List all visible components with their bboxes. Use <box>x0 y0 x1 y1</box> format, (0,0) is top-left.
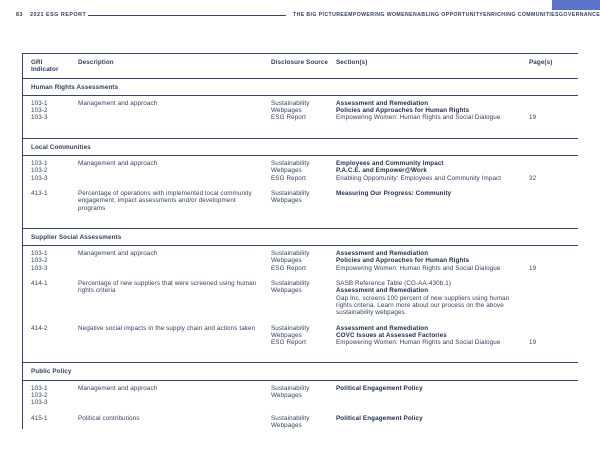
disclosure-source-line: Sustainability <box>271 250 310 258</box>
disclosure-source-cell <box>271 325 336 347</box>
sections-cell <box>336 325 529 347</box>
table-section <box>23 79 578 122</box>
section-link[interactable]: Enabling Opportunity: Employees and Community Impact <box>336 174 502 182</box>
row-description: Management and approach <box>78 250 158 258</box>
page-number-value <box>529 295 570 302</box>
section-link[interactable]: Political Engagement Policy <box>336 384 423 392</box>
disclosure-source-cell <box>271 385 336 407</box>
sections-cell <box>336 100 529 122</box>
gri-indicator-cell <box>31 325 78 347</box>
table-row <box>23 96 578 122</box>
section-rows <box>23 156 578 212</box>
disclosure-source-line: Sustainability <box>271 160 310 168</box>
column-header: Disclosure Source <box>271 59 328 66</box>
table-row <box>23 186 578 212</box>
page-number-value <box>529 190 570 197</box>
section-link[interactable]: Policies and Approaches for Human Rights <box>336 257 470 265</box>
nav-item-label: ENRICHING COMMUNITIES <box>483 12 559 18</box>
gri-indicator: 103-3 <box>31 114 48 122</box>
disclosure-source-line: Sustainability <box>271 324 310 332</box>
nav-item-enriching-communities[interactable] <box>483 12 559 18</box>
sections-cell <box>336 160 529 182</box>
section-title-row <box>23 139 578 156</box>
disclosure-source-line: ESG Report <box>271 114 306 122</box>
column-header-row <box>23 54 578 79</box>
disclosure-source-line: Webpages <box>271 107 302 115</box>
table-sections-container <box>23 79 578 430</box>
disclosure-source-line: Webpages <box>271 197 302 205</box>
description-cell <box>78 100 271 122</box>
pages-cell <box>529 325 578 347</box>
column-header: GRI Indicator <box>31 59 59 74</box>
section-note: Gap Inc. screens 100 percent of new suppliers using human rights criteria. Learn more about our process on the above sustainability webpages. <box>336 294 510 317</box>
sections-cell <box>336 415 529 430</box>
section-title: Supplier Social Assessments <box>31 233 122 241</box>
sections-cell <box>336 250 529 272</box>
column-header: Page(s) <box>529 59 553 66</box>
gri-indicator: 103-1 <box>31 384 48 392</box>
gri-indicator: 103-1 <box>31 160 48 168</box>
disclosure-source-line: Sustainability <box>271 414 310 422</box>
gri-indicator: 103-3 <box>31 264 48 272</box>
nav-item-empowering-women[interactable] <box>344 12 409 18</box>
top-nav <box>293 12 600 18</box>
page-number: 83 <box>16 12 23 18</box>
section-link[interactable]: Measuring Our Progress: Community <box>336 189 452 197</box>
description-cell <box>78 250 271 272</box>
table-row <box>23 411 578 430</box>
nav-item-enabling-opportunity[interactable] <box>409 12 483 18</box>
section-link[interactable]: SASB Reference Table (CG-AA-430b.1) <box>336 280 452 288</box>
section-link[interactable]: Policies and Approaches for Human Rights <box>336 107 470 115</box>
gri-indicator-cell <box>31 190 78 212</box>
page-number-value <box>529 107 570 114</box>
disclosure-source-cell <box>271 250 336 272</box>
section-title: Human Rights Assessments <box>31 83 119 91</box>
column-header: Description <box>78 59 114 66</box>
gri-index-table <box>22 53 578 429</box>
disclosure-source-cell <box>271 100 336 122</box>
section-title-row <box>23 363 578 380</box>
section-link[interactable]: Empowering Women: Human Rights and Social Dialogue <box>336 264 501 272</box>
sections-cell <box>336 190 529 212</box>
page-number-value <box>529 280 570 287</box>
gri-indicator: 103-2 <box>31 257 48 265</box>
gri-indicator: 103-3 <box>31 174 48 182</box>
gri-indicator: 103-2 <box>31 107 48 115</box>
pages-cell <box>529 385 578 407</box>
gri-indicator: 103-2 <box>31 392 48 400</box>
disclosure-source-line: Webpages <box>271 167 302 175</box>
row-description: Management and approach <box>78 384 158 392</box>
pages-cell <box>529 250 578 272</box>
disclosure-source-line: Sustainability <box>271 99 310 107</box>
header-rule <box>88 15 286 16</box>
pages-cell <box>529 415 578 430</box>
description-cell <box>78 385 271 407</box>
disclosure-source-line: Webpages <box>271 392 302 400</box>
gri-indicator: 415-1 <box>31 414 48 422</box>
pages-cell <box>529 100 578 122</box>
gri-indicator: 103-3 <box>31 399 48 407</box>
page-number-value: 19 <box>529 264 537 272</box>
section-link[interactable]: Assessment and Remediation <box>336 324 429 332</box>
gri-indicator: 103-2 <box>31 167 48 175</box>
row-description: Management and approach <box>78 99 158 107</box>
table-section <box>23 228 578 347</box>
column-header: Section(s) <box>336 59 368 66</box>
page-number-value <box>529 325 570 332</box>
disclosure-source-line: Webpages <box>271 257 302 265</box>
row-description: Political contributions <box>78 414 140 422</box>
disclosure-source-line: ESG Report <box>271 264 306 272</box>
gri-indicator-cell <box>31 250 78 272</box>
row-description: Percentage of operations with implemented local community engagement, impact assessments and/or development programs <box>78 189 252 212</box>
disclosure-source-line: Sustainability <box>271 384 310 392</box>
sections-cell <box>336 385 529 407</box>
page-number-value <box>529 160 570 167</box>
pages-cell <box>529 280 578 316</box>
gri-indicator-cell <box>31 280 78 316</box>
page-number-value <box>529 332 570 339</box>
section-link[interactable]: COVC Issues at Assessed Factories <box>336 331 447 339</box>
nav-item-label: EMPOWERING WOMEN <box>344 12 410 18</box>
nav-item-the-big-picture[interactable] <box>293 12 344 18</box>
section-link[interactable]: Assessment and Remediation <box>336 99 429 107</box>
page-number-value <box>529 385 570 392</box>
disclosure-source-line: Sustainability <box>271 280 310 288</box>
report-brand <box>16 12 86 18</box>
pages-cell <box>529 190 578 212</box>
nav-item-governance[interactable] <box>559 12 600 18</box>
section-rows <box>23 381 578 429</box>
disclosure-source-line: Webpages <box>271 287 302 295</box>
section-link[interactable]: Employees and Community Impact <box>336 160 444 168</box>
page-number-value <box>529 100 570 107</box>
sections-cell <box>336 280 529 316</box>
page-number-value: 32 <box>529 174 537 182</box>
page-number-value <box>529 415 570 422</box>
section-title-row <box>23 229 578 246</box>
section-link[interactable]: Empowering Women: Human Rights and Social Dialogue <box>336 114 501 122</box>
disclosure-source-cell <box>271 280 336 316</box>
disclosure-source-cell <box>271 160 336 182</box>
report-title: 2021 ESG REPORT <box>30 12 87 18</box>
section-title: Public Policy <box>31 368 72 376</box>
section-link[interactable]: Assessment and Remediation <box>336 250 429 258</box>
table-row <box>23 381 578 407</box>
disclosure-source-line: Sustainability <box>271 189 310 197</box>
section-link[interactable]: P.A.C.E. and Empower@Work <box>336 167 427 175</box>
table-section <box>23 362 578 429</box>
disclosure-source-line: Webpages <box>271 421 302 429</box>
active-tab-indicator <box>552 0 600 10</box>
gri-indicator: 103-1 <box>31 250 48 258</box>
gri-indicator-cell <box>31 160 78 182</box>
section-link[interactable]: Empowering Women: Human Rights and Social Dialogue <box>336 339 501 347</box>
nav-item-label: THE BIG PICTURE <box>293 12 345 18</box>
gri-indicator: 414-1 <box>31 280 48 288</box>
table-row <box>23 246 578 272</box>
section-title-row <box>23 79 578 96</box>
description-cell <box>78 325 271 347</box>
disclosure-source-cell <box>271 190 336 212</box>
section-link[interactable]: Assessment and Remediation <box>336 287 429 295</box>
section-title: Local Communities <box>31 143 91 151</box>
section-rows <box>23 246 578 346</box>
page-number-value <box>529 287 570 294</box>
gri-indicator: 414-2 <box>31 324 48 332</box>
disclosure-source-line: ESG Report <box>271 174 306 182</box>
table-section <box>23 138 578 212</box>
section-link[interactable]: Political Engagement Policy <box>336 414 423 422</box>
page-number-value <box>529 250 570 257</box>
page-number-value: 19 <box>529 339 537 347</box>
disclosure-source-cell <box>271 415 336 430</box>
description-cell <box>78 280 271 316</box>
gri-indicator: 103-1 <box>31 99 48 107</box>
gri-indicator-cell <box>31 100 78 122</box>
disclosure-source-line: Webpages <box>271 331 302 339</box>
gri-indicator-cell <box>31 385 78 407</box>
nav-item-label: ENABLING OPPORTUNITY <box>409 12 484 18</box>
description-cell <box>78 160 271 182</box>
table-row <box>23 156 578 182</box>
page-number-value: 19 <box>529 114 537 122</box>
description-cell <box>78 190 271 212</box>
description-cell <box>78 415 271 430</box>
page-number-value <box>529 257 570 264</box>
gri-indicator: 413-1 <box>31 189 48 197</box>
row-description: Percentage of new suppliers that were screened using human rights criteria <box>78 280 257 295</box>
row-description: Management and approach <box>78 160 158 168</box>
disclosure-source-line: ESG Report <box>271 339 306 347</box>
row-description: Negative social impacts in the supply chain and actions taken <box>78 324 256 332</box>
table-row <box>23 276 578 316</box>
table-row <box>23 321 578 347</box>
section-rows <box>23 96 578 122</box>
page-number-value <box>529 167 570 174</box>
pages-cell <box>529 160 578 182</box>
gri-indicator-cell <box>31 415 78 430</box>
nav-item-label: GOVERNANCE <box>559 12 600 18</box>
